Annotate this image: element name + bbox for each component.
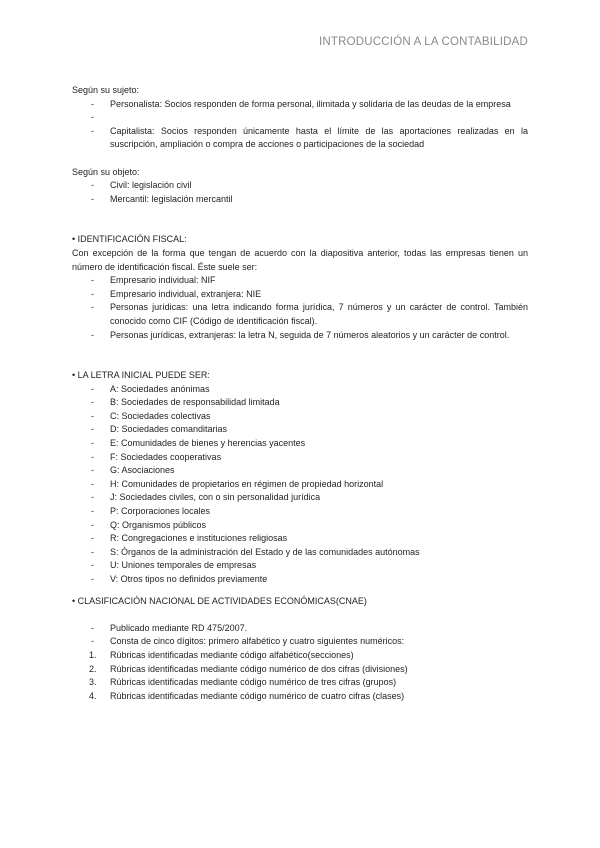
letters-list [72,383,528,587]
list-item-text: Rúbricas identificadas mediante código alfabético(secciones) [110,649,354,660]
list-item [72,690,528,704]
list-item: - Publicado mediante RD 475/2007. [72,622,528,636]
list-item: - S: Órganos de la administración del Estado y de las comunidades autónomas [72,546,528,560]
cnae-numbered-list [72,649,528,703]
list-item: - Mercantil: legislación mercantil [72,193,528,207]
fiscal-heading: • IDENTIFICACIÓN FISCAL: [72,234,187,245]
fiscal-intro: Con excepción de la forma que tengan de acuerdo con la diapositiva anterior, todas las empresas tienen un número de identificación fiscal. Éste suele ser: [72,247,528,272]
list-item: - D: Sociedades comanditarias [72,423,528,437]
list-item: - P: Corporaciones locales [72,505,528,519]
list-number: 3. [89,677,97,688]
list-item: - Personas jurídicas: una letra indicando forma jurídica, 7 números y un carácter de control. También conocido como CIF (Código de identificación fiscal). [72,301,528,328]
letters-heading: • LA LETRA INICIAL PUEDE SER: [72,370,210,381]
subject-list [72,98,528,152]
page-header-title: INTRODUCCIÓN A LA CONTABILIDAD [319,36,528,48]
subject-heading: Según su sujeto: [72,85,140,95]
list-item: - Personalista: Socios responden de forma personal, ilimitada y solidaria de las deudas de la empresa [72,98,528,112]
fiscal-list [72,274,528,342]
list-item-text: Rúbricas identificadas mediante código numérico de tres cifras (grupos) [110,677,397,688]
list-item: - A: Sociedades anónimas [72,383,528,397]
list-item: - U: Uniones temporales de empresas [72,559,528,573]
object-list [72,179,528,206]
list-item: - H: Comunidades de propietarios en régimen de propiedad horizontal [72,478,528,492]
list-item: - C: Sociedades colectivas [72,410,528,424]
list-item: - F: Sociedades cooperativas [72,451,528,465]
list-item-text: Rúbricas identificadas mediante código numérico de dos cifras (divisiones) [110,663,408,674]
list-spacer [72,111,528,125]
cnae-bullets [72,622,528,649]
list-item: - Empresario individual, extranjera: NIE [72,288,528,302]
list-item: - R: Congregaciones e instituciones religiosas [72,532,528,546]
list-number: 4. [89,690,97,701]
list-item: - J: Sociedades civiles, con o sin personalidad jurídica [72,491,528,505]
list-item: - V: Otros tipos no definidos previamente [72,573,528,587]
list-item: - Personas jurídicas, extranjeras: la letra N, seguida de 7 números aleatorios y un carácter de control. [72,329,528,343]
list-item: - Capitalista: Socios responden únicamente hasta el límite de las aportaciones realizadas en la suscripción, ampliación o compra de acciones o participaciones de la sociedad [72,125,528,152]
cnae-heading: • CLASIFICACIÓN NACIONAL DE ACTIVIDADES ECONÓMICAS(CNAE) [72,595,367,606]
list-item-text: Rúbricas identificadas mediante código numérico de cuatro cifras (clases) [110,690,405,701]
list-item: - Consta de cinco dígitos: primero alfabético y cuatro siguientes numéricos: [72,635,528,649]
list-item: - Empresario individual: NIF [72,274,528,288]
list-item [72,663,528,677]
list-item: - G: Asociaciones [72,464,528,478]
list-item: - E: Comunidades de bienes y herencias yacentes [72,437,528,451]
list-item: - Q: Organismos públicos [72,519,528,533]
list-item [72,676,528,690]
list-item: - B: Sociedades de responsabilidad limitada [72,396,528,410]
object-heading: Según su objeto: [72,166,140,177]
list-number: 2. [89,663,97,674]
list-number: 1. [89,649,97,660]
document-body [72,84,528,703]
list-item: - Civil: legislación civil [72,179,528,193]
list-item [72,649,528,663]
